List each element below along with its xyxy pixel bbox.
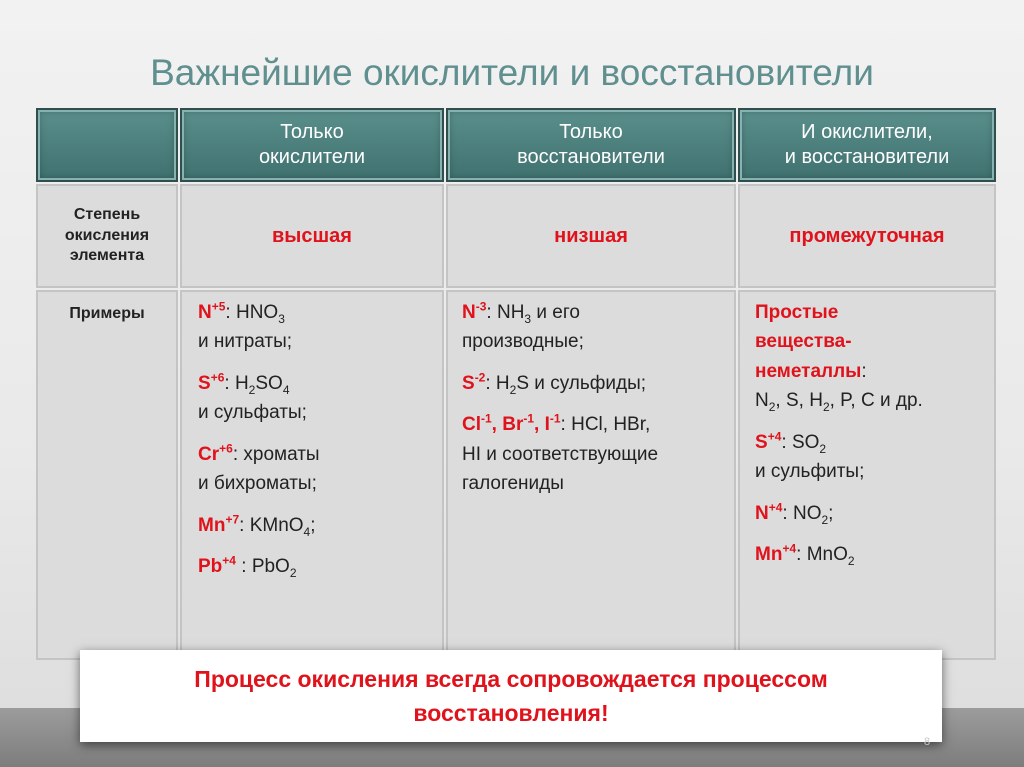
- element-symbol: N: [755, 502, 769, 524]
- conclusion-banner: [80, 650, 942, 742]
- example-description: галогениды: [462, 473, 564, 495]
- header-col3-line2: и восстановители: [784, 146, 950, 168]
- element-symbol: Mn: [755, 544, 783, 566]
- comma: ,: [491, 414, 503, 436]
- header-col2-line1: Только: [559, 121, 623, 143]
- element-symbol: S: [198, 372, 211, 394]
- oxidation-state: -2: [474, 370, 486, 385]
- row1-label-cell: [36, 184, 178, 288]
- separator: :: [486, 302, 497, 323]
- separator: :: [225, 302, 236, 323]
- example-description: и сульфиты;: [755, 461, 865, 483]
- separator: :: [239, 514, 250, 536]
- example-sulfur-plus6: [198, 369, 438, 428]
- element-symbol: Br: [502, 414, 524, 436]
- oxidation-state: -3: [475, 299, 487, 314]
- element-symbol: Mn: [198, 514, 226, 536]
- level-intermediate: промежуточная: [789, 224, 945, 247]
- oxidation-state: +7: [225, 512, 240, 527]
- formula: , S, H: [775, 390, 823, 412]
- formula: H: [495, 372, 510, 394]
- reducer-examples: [462, 298, 732, 511]
- formula: KMnO: [249, 514, 304, 536]
- header-both: [738, 108, 996, 182]
- element-symbol: S: [462, 372, 475, 394]
- header-only-reducers: [446, 108, 736, 182]
- formula-subscript: 3: [524, 311, 532, 326]
- formula: PbO: [251, 556, 290, 578]
- example-nitrogen-minus3: [462, 298, 732, 357]
- formula-tail: ;: [310, 514, 316, 536]
- both-examples: [755, 298, 991, 582]
- row1-col3-cell: [738, 184, 996, 288]
- separator: :: [235, 556, 252, 578]
- formula: , P, C и др.: [829, 390, 923, 412]
- example-nitrogen-plus5: [198, 298, 438, 357]
- formula: N: [755, 390, 769, 412]
- formula-subscript: 2: [819, 441, 827, 456]
- formula: SO: [791, 431, 820, 453]
- formula: хроматы: [243, 443, 320, 465]
- row1-label-line2: окисления: [64, 226, 150, 244]
- comma: ,: [534, 414, 545, 436]
- formula-subscript: 2: [248, 382, 256, 397]
- element-symbol: Cl: [462, 414, 481, 436]
- separator: :: [861, 360, 867, 382]
- row1-label-line3: элемента: [69, 247, 145, 265]
- example-simple-nonmetals: [755, 298, 991, 416]
- example-halogens-minus1: [462, 410, 732, 498]
- formula-subscript: 3: [278, 311, 285, 326]
- separator: :: [796, 544, 807, 566]
- oxidizer-examples: [198, 298, 438, 594]
- formula-tail: ;: [828, 502, 834, 524]
- example-description: и нитраты;: [198, 331, 293, 353]
- oxidation-state: +5: [211, 299, 226, 314]
- row1-col1-cell: [180, 184, 444, 288]
- formula: MnO: [806, 544, 848, 566]
- formula: HNO: [235, 302, 279, 323]
- example-heading: неметаллы: [755, 360, 862, 382]
- banner-line1: Процесс окисления всегда сопровождается процессом: [194, 665, 828, 692]
- example-lead-plus4: [198, 552, 438, 581]
- separator: :: [781, 431, 792, 453]
- formula-subscript: 2: [847, 553, 855, 568]
- level-lowest: низшая: [554, 224, 628, 247]
- page-title: Важнейшие окислители и восстановители: [150, 52, 874, 93]
- level-highest: высшая: [272, 224, 352, 247]
- oxidation-state: +4: [222, 553, 236, 568]
- separator: :: [224, 372, 235, 394]
- formula-subscript: 2: [768, 400, 776, 415]
- separator: :: [560, 414, 572, 436]
- element-symbol: I: [544, 414, 550, 436]
- formula-subscript: 4: [282, 382, 290, 397]
- oxidation-state: +4: [768, 500, 783, 515]
- example-manganese-plus7: [198, 511, 438, 540]
- separator: :: [485, 372, 496, 394]
- oxidation-state: +6: [210, 370, 225, 385]
- slide-number: 8: [924, 736, 931, 748]
- element-symbol: S: [755, 431, 768, 453]
- example-heading: вещества-: [755, 331, 852, 353]
- banner-line2: восстановления!: [413, 700, 609, 726]
- formula-subscript: 2: [289, 565, 297, 580]
- separator: :: [232, 443, 244, 465]
- formula: NH: [496, 302, 525, 323]
- oxidation-state: -1: [523, 411, 535, 426]
- oxidation-state: -1: [481, 411, 492, 426]
- formula: NO: [792, 502, 822, 524]
- example-description: HI и соответствующие: [462, 443, 659, 465]
- header-only-oxidizers: [180, 108, 444, 182]
- oxidation-state: -1: [549, 411, 561, 426]
- formula-tail: S и сульфиды;: [516, 372, 647, 394]
- element-symbol: N: [198, 302, 212, 323]
- row2-label: Примеры: [69, 305, 145, 322]
- header-corner: [36, 108, 178, 182]
- formula-subscript: 4: [303, 524, 311, 539]
- oxidation-state: +6: [219, 441, 233, 456]
- element-symbol: Cr: [198, 443, 220, 465]
- formula: HCl, HBr,: [571, 414, 651, 436]
- formula-tail: и его: [531, 302, 580, 323]
- header-col3-line1: И окислители,: [801, 121, 933, 143]
- element-symbol: N: [462, 302, 476, 323]
- formula-subscript: 2: [509, 382, 517, 397]
- example-heading: Простые: [755, 302, 839, 323]
- example-description: производные;: [462, 331, 584, 353]
- separator: :: [782, 502, 793, 524]
- formula-subscript: 2: [821, 512, 829, 527]
- example-sulfur-plus4: [755, 428, 991, 487]
- row1-label-line1: Степень: [73, 205, 141, 223]
- row1-col2-cell: [446, 184, 736, 288]
- header-col2-line2: восстановители: [517, 146, 665, 168]
- oxidation-state: +4: [767, 429, 782, 444]
- example-nitrogen-plus4: [755, 499, 991, 528]
- example-chromium-plus6: [198, 440, 438, 499]
- row2-label-cell: [36, 290, 178, 660]
- example-description: и бихроматы;: [198, 473, 317, 495]
- example-description: и сульфаты;: [198, 402, 307, 424]
- example-manganese-plus4: [755, 540, 991, 569]
- formula-subscript: 2: [822, 400, 830, 415]
- oxidation-state: +4: [782, 541, 797, 556]
- header-col1-line1: Только: [280, 121, 344, 143]
- formula: SO: [255, 372, 283, 394]
- element-symbol: Pb: [198, 556, 223, 578]
- header-col1-line2: окислители: [258, 146, 366, 168]
- formula: H: [234, 372, 249, 394]
- example-sulfur-minus2: [462, 369, 732, 398]
